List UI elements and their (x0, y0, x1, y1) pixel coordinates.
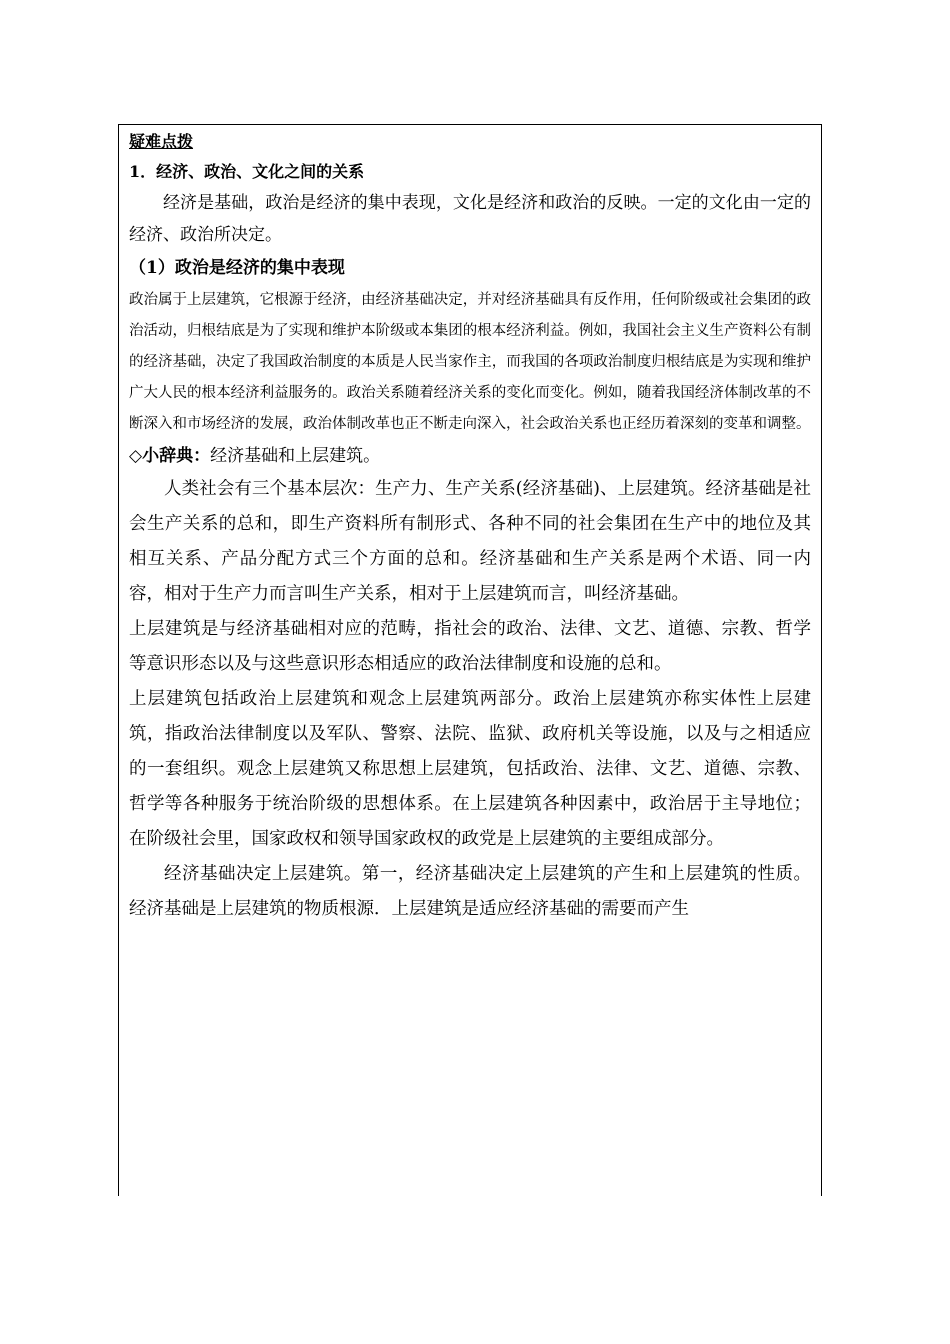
subsection-heading: （1）政治是经济的集中表现 (129, 258, 345, 278)
dictionary-title: 经济基础和上层建筑。 (210, 446, 381, 466)
superstructure-parts-paragraph: 上层建筑包括政治上层建筑和观念上层建筑两部分。政治上层建筑亦称实体性上层建筑，指政治法律制度以及军队、警察、法院、监狱、政府机关等设施，以及与之相适应的一套组织。观念上层建筑又称思想上层建筑，包括政治、法律、文艺、道德、宗教、哲学等各种服务于统治阶级的思想体系。在上层建筑各种因素中，政治居于主导地位；在阶级社会里，国家政权和领导国家政权的政党是上层建筑的主要组成部分。 (129, 689, 811, 849)
superstructure-paragraph: 上层建筑是与经济基础相对应的范畴，指社会的政治、法律、文艺、道德、宗教、哲学等意识形态以及与这些意识形态相适应的政治法律制度和设施的总和。 (129, 619, 811, 674)
section-heading: 疑难点拨 (129, 132, 194, 151)
politics-paragraph: 政治属于上层建筑，它根源于经济，由经济基础决定，并对经济基础具有反作用，任何阶级或社会集团的政治活动，归根结底是为了实现和维护本阶级或本集团的根本经济利益。例如，我国社会主义生产资料公有制的经济基础，决定了我国政治制度的本质是人民当家作主，而我国的各项政治制度归根结底是为实现和维护广大人民的根本经济利益服务的。政治关系随着经济关系的变化而变化。例如，随着我国经济体制改革的不断深入和市场经济的发展，政治体制改革也正不断走向深入，社会政治关系也正经历着深刻的变革和调整。 (129, 292, 811, 432)
base-decides-paragraph: 经济基础决定上层建筑。第一，经济基础决定上层建筑的产生和上层建筑的性质。经济基础是上层建筑的物质根源．上层建筑是适应经济基础的需要而产生 (129, 864, 811, 919)
economic-base-paragraph: 人类社会有三个基本层次：生产力、生产关系(经济基础)、上层建筑。经济基础是社会生产关系的总和，即生产资料所有制形式、各种不同的社会集团在生产中的地位及其相互关系、产品分配方式三个方面的总和。经济基础和生产关系是两个术语、同一内容，相对于生产力而言叫生产关系，相对于上层建筑而言，叫经济基础。 (129, 479, 811, 604)
dictionary-line (129, 440, 811, 472)
section-title: 1．经济、政治、文化之间的关系 (129, 162, 365, 181)
content-box (118, 124, 822, 1196)
dictionary-label: ◇小辞典： (129, 446, 211, 466)
intro-paragraph: 经济是基础，政治是经济的集中表现，文化是经济和政治的反映。一定的文化由一定的经济、政治所决定。 (129, 193, 811, 245)
